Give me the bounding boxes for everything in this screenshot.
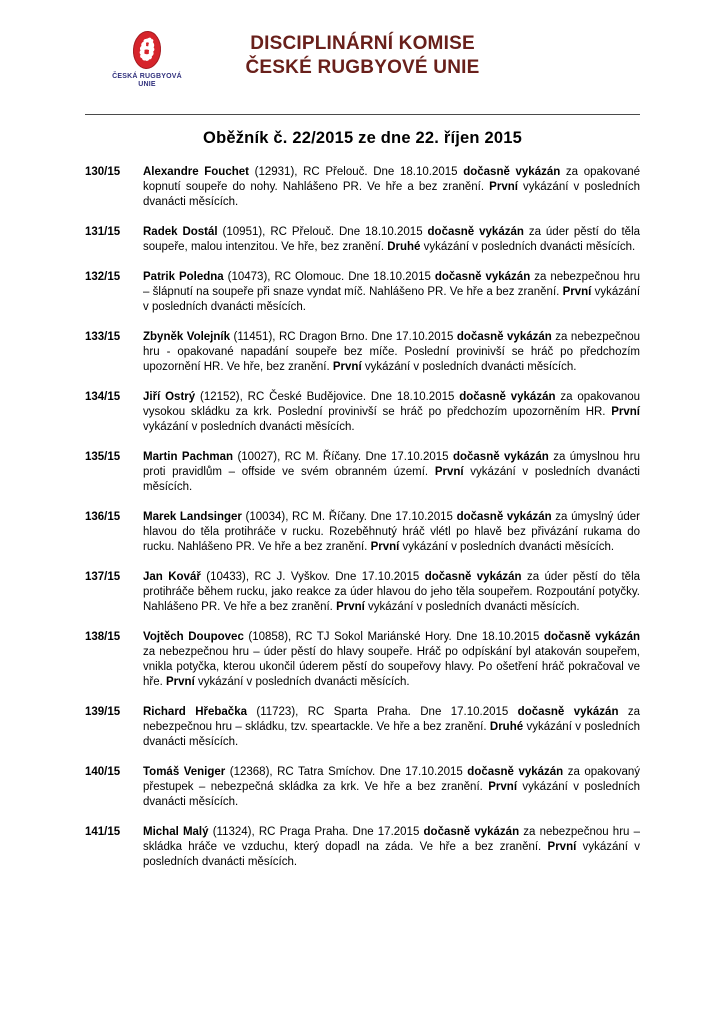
entry-text: Tomáš Veniger (12368), RC Tatra Smíchov. Dne 17.10.2015 dočasně vykázán za opakovaný přestupek – nebezpečná skládka za krk. Ve hře a bez zranění. První vykázání v posledních dvanácti měsících. (143, 766, 640, 808)
disciplinary-entry (85, 825, 640, 870)
header-title-line2: ČESKÉ RUGBYOVÉ UNIE (245, 57, 480, 78)
entry-text: Marek Landsinger (10034), RC M. Říčany. Dne 17.10.2015 dočasně vykázán za úmyslný úder hlavou do těla protihráče v rucku. Rozeběhnutý hráč vlétl po hlavě bez přivázání rukama do rucku. Nahlášeno PR. Ve hře a bez zranění. První vykázání v posledních dvanácti měsících. (143, 511, 640, 553)
entry-text: Zbyněk Volejník (11451), RC Dragon Brno. Dne 17.10.2015 dočasně vykázán za nebezpečnou hru - opakované napadání soupeře bez míče. Poslední provinivší se hráč po předchozím upozornění HR. Ve hře, bez zranění. První vykázání v posledních dvanácti měsících. (143, 331, 640, 373)
entry-number: 139/15 (85, 706, 121, 718)
entry-number: 137/15 (85, 571, 121, 583)
entry-text: Alexandre Fouchet (12931), RC Přelouč. Dne 18.10.2015 dočasně vykázán za opakované kopnutí soupeře do nohy. Nahlášeno PR. Ve hře a bez zranění. První vykázání v posledních dvanácti měsících. (143, 166, 641, 208)
entries-list (85, 165, 640, 870)
entry-text: Patrik Poledna (10473), RC Olomouc. Dne 18.10.2015 dočasně vykázán za nebezpečnou hru – šlápnutí na soupeře při snaze vyndat míč. Nahlášeno PR. Ve hře a bez zranění. První vykázání v posledních dvanácti měsících. (143, 271, 641, 313)
entry-number: 140/15 (85, 766, 121, 778)
disciplinary-entry (85, 570, 640, 615)
entry-text: Jan Kovář (10433), RC J. Vyškov. Dne 17.10.2015 dočasně vykázán za úder pěstí do těla protihráče během rucku, jako reakce za úder hlavou do jeho těla soupeřem. Rozpoutání potyčky. Nahlášeno PR. Ve hře a bez zranění. První vykázání v posledních dvanácti měsících. (143, 571, 641, 613)
disciplinary-entry (85, 705, 640, 750)
disciplinary-entry (85, 270, 640, 315)
disciplinary-entry (85, 450, 640, 495)
disciplinary-entry (85, 765, 640, 810)
entry-number: 130/15 (85, 166, 121, 178)
header-title-line1: DISCIPLINÁRNÍ KOMISE (250, 33, 475, 54)
entry-text: Vojtěch Doupovec (10858), RC TJ Sokol Mariánské Hory. Dne 18.10.2015 dočasně vykázán za nebezpečnou hru – úder pěstí do hlavy soupeře. Hráč po odpískání byl atakován soupeřem, vnikla potyčka, kterou ukončil úderem pěstí do soupeřovy hlavy. Po ošetření hráč pokračoval ve hře. První vykázání v posledních dvanácti měsících. (143, 631, 641, 688)
entry-number: 136/15 (85, 511, 121, 523)
entry-number: 133/15 (85, 331, 121, 343)
logo-org-line2: UNIE (138, 81, 156, 88)
disciplinary-entry (85, 225, 640, 255)
entry-number: 134/15 (85, 391, 121, 403)
circular-title: Oběžník č. 22/2015 ze dne 22. říjen 2015 (203, 129, 522, 147)
header-titles (85, 32, 640, 80)
disciplinary-entry (85, 510, 640, 555)
entry-number: 132/15 (85, 271, 121, 283)
entry-text: Richard Hřebačka (11723), RC Sparta Praha. Dne 17.10.2015 dočasně vykázán za nebezpečnou hru – skládku, tzv. speartackle. Ve hře a bez zranění. Druhé vykázání v posledních dvanácti měsících. (143, 706, 641, 748)
logo-org-line1: ČESKÁ RUGBYOVÁ (112, 73, 182, 80)
entry-number: 138/15 (85, 631, 121, 643)
entry-number: 135/15 (85, 451, 121, 463)
disciplinary-entry (85, 330, 640, 375)
disciplinary-entry (85, 390, 640, 435)
document-header (85, 30, 640, 92)
disciplinary-entry (85, 630, 640, 690)
entry-number: 141/15 (85, 826, 121, 838)
entry-text: Jiří Ostrý (12152), RC České Budějovice. Dne 18.10.2015 dočasně vykázán za opakovanou vysokou skládku za krk. Poslední provinivší se hráč po předchozím upozorněním HR. První vykázání v posledních dvanácti měsících. (143, 391, 641, 433)
header-divider (85, 114, 640, 115)
disciplinary-entry (85, 165, 640, 210)
entry-text: Michal Malý (11324), RC Praga Praha. Dne 17.2015 dočasně vykázán za nebezpečnou hru – skládka hráče ve vzduchu, který dopadl na záda. Ve hře a bez zranění. První vykázání v posledních dvanácti měsících. (143, 826, 640, 868)
entry-text: Radek Dostál (10951), RC Přelouč. Dne 18.10.2015 dočasně vykázán za úder pěstí do těla soupeře, malou intenzitou. Ve hře, bez zranění. Druhé vykázání v posledních dvanácti měsících. (143, 226, 641, 253)
entry-number: 131/15 (85, 226, 121, 238)
entry-text: Martin Pachman (10027), RC M. Říčany. Dne 17.10.2015 dočasně vykázán za úmyslnou hru proti pravidlům – offside ve svém obranném území. První vykázání v posledních dvanácti měsících. (143, 451, 641, 493)
